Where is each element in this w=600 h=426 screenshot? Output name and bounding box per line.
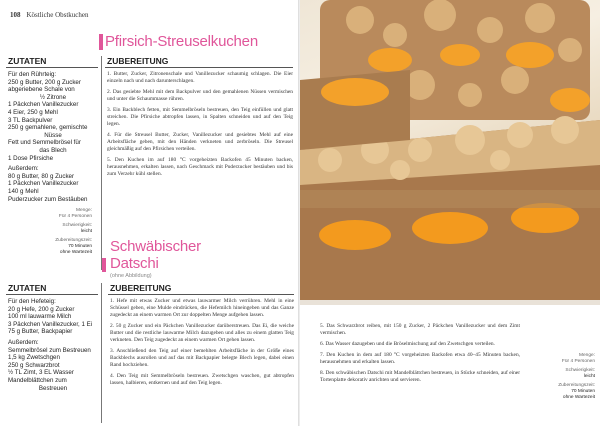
step: 5. Den Kuchen im auf 180 °C vorgeheizten Backofen 45 Minuten backen, herausnehmen, erkalten lassen, nach Geschmack mit Puderzucker bestäuben und bis zum Verzehr kühl stellen. [107, 156, 293, 177]
ingredient-subhead: Für den Hefeteig: [8, 298, 56, 305]
divider [6, 67, 98, 68]
ingredient-item: 140 g Mehl [8, 187, 39, 195]
recipe1-zutaten-heading: ZUTATEN [8, 56, 47, 66]
recipe1-steps [107, 71, 293, 182]
ingredient-item: das Blech [39, 146, 67, 154]
ingredient-item: ½ TL Zimt, 3 EL Wasser [8, 369, 74, 377]
ingredient-item: 250 g Schwarzbrot [8, 361, 60, 369]
recipe1-meta [30, 208, 92, 256]
schwierigkeit-label: Schwierigkeit: [565, 368, 595, 373]
ingredient-item: Semmelbrösel zum Bestreuen [8, 346, 91, 354]
ingredient-item: 20 g Hefe, 200 g Zucker [8, 305, 75, 313]
step: 1. Hefe mit etwas Zucker und etwas lauwarmer Milch verrühren. Mehl in eine Schüssel geben, eine Mulde eindrücken, die Hefemilch hineingeben und das Ganze zugedeckt an einem warmen Ort zur doppelten Menge aufgehen lassen. [110, 298, 294, 318]
schwierigkeit-label: Schwierigkeit: [62, 223, 92, 228]
ingredient-item: Puderzucker zum Bestäuben [8, 195, 88, 203]
recipe2-note: (ohne Abbildung) [110, 273, 152, 279]
running-head-title: Köstliche Obstkuchen [26, 11, 89, 19]
recipe2-title-line1: Schwäbischer [110, 238, 201, 255]
ingredient-item: Fett und Semmelbrösel für [8, 139, 81, 147]
step: 1. Butter, Zucker, Zitronenschale und Vanillezucker schaumig schlagen. Die Eier einzeln nach und nach darunterschlagen. [107, 71, 293, 84]
recipe2-zubereitung-heading: ZUBEREITUNG [110, 283, 172, 293]
ingredient-item: 1 Päckchen Vanillezucker [8, 101, 79, 109]
cake-illustration [300, 0, 600, 305]
zeit-label: Zubereitungszeit: [55, 238, 92, 243]
menge-value: Für 4 Personen [58, 214, 92, 219]
ingredient-item: 1 Päckchen Vanillezucker [8, 180, 79, 188]
menge-value: Für 4 Personen [561, 359, 595, 364]
ingredient-subhead: Für den Rührteig: [8, 71, 57, 78]
ingredient-subhead: Außerdem: [8, 338, 39, 346]
recipe1-zubereitung-heading: ZUBEREITUNG [107, 56, 169, 66]
ingredient-item: 75 g Butter, Backpapier [8, 328, 73, 336]
step: 7. Den Kuchen in dem auf 180 °C vorgeheizten Backofen etwa 40–45 Minuten backen, herausnehmen und erkalten lassen. [320, 352, 520, 365]
ingredient-item: 1 Dose Pfirsiche [8, 154, 54, 162]
recipe2-ingredients [8, 298, 98, 392]
ingredient-item: Bestreuen [38, 384, 68, 392]
ingredient-item: ½ Zitrone [39, 93, 67, 101]
recipe2-steps [110, 298, 294, 391]
zeit-value-note: ohne Wartezeit [59, 250, 92, 255]
ingredient-item: 250 g gemahlene, gemischte [8, 124, 88, 132]
ingredient-item: 3 Päckchen Vanillezucker, 1 Ei [8, 320, 93, 328]
schwierigkeit-value: leicht [80, 229, 92, 234]
step: 4. Für die Streusel Butter, Zucker, Vanillezucker und gesiebtes Mehl auf eine Arbeitsfläche geben, mit den Händen verkneten und zerbröseln. Die Streusel gleichmäßig auf den Pfirsichen verteilen. [107, 131, 293, 152]
ingredient-item: 3 TL Backpulver [8, 116, 53, 124]
zeit-value: 70 Minuten [571, 389, 595, 394]
zeit-value-note: ohne Wartezeit [562, 395, 595, 400]
recipe2-meta [533, 353, 595, 401]
step: 4. Den Teig mit Semmelbröseln bestreuen. Zwetschgen waschen, gut abtropfen lassen, halbieren, entkernen und auf den Teig legen. [110, 372, 294, 386]
running-head [10, 11, 89, 19]
ingredient-item: 4 Eier, 250 g Mehl [8, 108, 58, 116]
recipe1-title: Pfirsich-Streuselkuchen [105, 33, 258, 50]
step: 2. 50 g Zucker und ein Päckchen Vanillezucker darüberstreuen. Das Ei, die weiche Butter und die restliche lauwarme Milch dazugeben und alles zu einem glatten Teig verkneten. Den Teig zugedeckt an einem warmen Ort gehen lassen. [110, 322, 294, 343]
column-divider [101, 56, 102, 270]
ingredient-item: 80 g Butter, 80 g Zucker [8, 172, 75, 180]
ingredient-item: 100 ml lauwarme Milch [8, 313, 72, 321]
step: 6. Das Wasser dazugeben und die Bröselmischung auf den Zwetschgen verteilen. [320, 341, 495, 347]
ingredient-item: Nüsse [44, 131, 62, 139]
step: 3. Ein Backblech fetten, mit Semmelbröseln bestreuen, den Teig einfüllen und glatt streichen. Die Pfirsiche abtropfen lassen, in Spalten schneiden und auf den Teig legen. [107, 107, 293, 127]
recipe1-ingredients [8, 71, 98, 203]
cake-photo [300, 0, 600, 305]
menge-label: Menge: [579, 353, 595, 358]
ingredient-subhead: Außerdem: [8, 165, 39, 173]
ingredient-item: Mandelblättchen zum [8, 376, 67, 384]
recipe2-title-line2: Datschi [110, 255, 159, 272]
recipe2-zutaten-heading: ZUTATEN [8, 283, 47, 293]
divider [6, 294, 98, 295]
zeit-label: Zubereitungszeit: [558, 383, 595, 388]
step: 5. Das Schwarzbrot reiben, mit 150 g Zucker, 2 Päckchen Vanillezucker und dem Zimt vermischen. [320, 323, 520, 336]
step: 2. Das gesiebte Mehl mit dem Backpulver und den gemahlenen Nüssen vermischen und unter die Schaummasse rühren. [107, 89, 293, 102]
recipe2-steps-continued [320, 323, 520, 388]
divider [105, 67, 293, 68]
title-accent-bar [99, 34, 103, 50]
step: 8. Den schwäbischen Datschi mit Mandelblättchen bestreuen, in Stücke schneiden, auf einer Tortenplatte dekorativ anrichten und servieren. [320, 370, 520, 383]
schwierigkeit-value: leicht [583, 374, 595, 379]
ingredient-item: 250 g Butter, 200 g Zucker [8, 78, 81, 86]
page-number: 108 [10, 11, 21, 19]
step: 3. Anschließend den Teig auf einer bemehlten Arbeitsfläche in der Größe eines Backblechs ausrollen und auf das mit Backpapier belegte Blech legen, dabei einen Rand hochziehen. [110, 347, 294, 368]
title-accent-bar [102, 258, 106, 272]
divider [108, 294, 294, 295]
ingredient-item: 1,5 kg Zwetschgen [8, 354, 60, 362]
ingredient-item: abgeriebene Schale von [8, 86, 75, 94]
menge-label: Menge: [76, 208, 92, 213]
zeit-value: 70 Minuten [68, 244, 92, 249]
column-divider [101, 283, 102, 423]
